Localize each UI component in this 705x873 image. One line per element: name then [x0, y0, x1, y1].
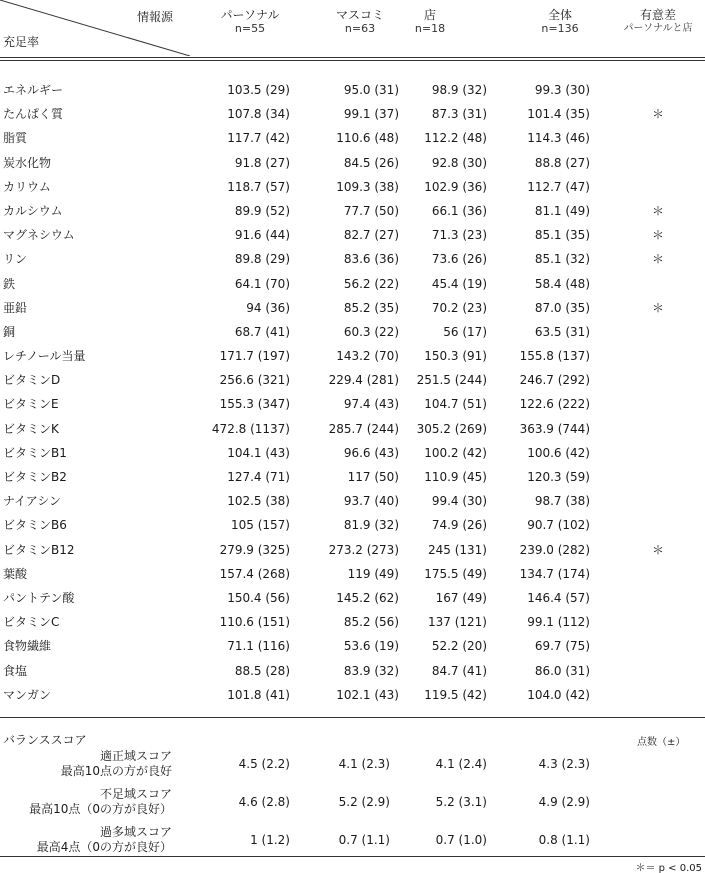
balance-value-personal: 1 (1.2) — [250, 833, 290, 847]
balance-value-total: 0.8 (1.1) — [538, 833, 590, 847]
value-total: 85.1 (35) — [534, 228, 590, 243]
value-total: 88.8 (27) — [534, 155, 590, 170]
value-total: 246.7 (292) — [519, 373, 590, 388]
nutrient-name: たんぱく質 — [3, 107, 64, 122]
value-store: 70.2 (23) — [431, 300, 487, 315]
table-row — [0, 199, 705, 223]
nutrient-name: 食物繊維 — [3, 639, 52, 654]
value-masscomm: 117 (50) — [347, 470, 399, 484]
value-personal: 157.4 (268) — [219, 566, 290, 581]
balance-value-masscomm: 4.1 (2.3) — [338, 757, 390, 771]
value-store: 167 (49) — [435, 590, 487, 605]
section-separator — [0, 717, 705, 718]
significance-mark: ＊ — [652, 228, 665, 243]
nutrient-name: ビタミンD — [3, 373, 61, 388]
value-masscomm: 96.6 (43) — [343, 445, 399, 460]
balance-value-store: 5.2 (3.1) — [435, 795, 487, 809]
value-masscomm: 95.0 (31) — [343, 83, 399, 97]
table-row — [0, 320, 705, 344]
value-masscomm: 285.7 (244) — [328, 421, 399, 436]
value-store: 175.5 (49) — [424, 566, 487, 581]
balance-value-personal: 4.5 (2.2) — [238, 757, 290, 771]
value-personal: 89.9 (52) — [234, 203, 290, 218]
value-total: 69.7 (75) — [534, 639, 590, 654]
balance-score-title: バランススコア — [3, 733, 87, 747]
value-store: 71.3 (23) — [431, 228, 487, 243]
table-row — [0, 441, 705, 465]
value-masscomm: 85.2 (35) — [343, 300, 399, 315]
value-personal: 104.1 (43) — [227, 445, 290, 460]
table-row — [0, 247, 705, 271]
value-total: 81.1 (49) — [534, 203, 590, 218]
significance-mark: ＊ — [652, 252, 665, 267]
source-label: 情報源 — [137, 10, 174, 24]
nutrient-name: 食塩 — [3, 663, 28, 678]
value-personal: 117.7 (42) — [227, 131, 290, 146]
value-total: 100.6 (42) — [527, 445, 590, 460]
value-store: 73.6 (26) — [431, 252, 487, 267]
header-rule-bottom — [0, 60, 705, 61]
table-row — [0, 683, 705, 707]
value-store: 137 (121) — [428, 615, 487, 630]
value-store: 52.2 (20) — [431, 639, 487, 654]
header-rule-top — [0, 57, 705, 58]
value-personal: 102.5 (38) — [227, 494, 290, 509]
table-row — [0, 344, 705, 368]
value-personal: 91.8 (27) — [234, 155, 290, 170]
nutrient-name: 炭水化物 — [3, 155, 52, 170]
value-total: 86.0 (31) — [534, 663, 590, 678]
table-row — [0, 538, 705, 562]
significance-footnote: ＊＝ p < 0.05 — [635, 863, 702, 873]
value-store: 251.5 (244) — [416, 373, 487, 388]
balance-value-total: 4.3 (2.3) — [538, 757, 590, 771]
balance-row-deficient — [0, 787, 705, 823]
table-row — [0, 175, 705, 199]
nutrient-name: マンガン — [3, 687, 52, 702]
balance-value-personal: 4.6 (2.8) — [238, 795, 290, 809]
table-row — [0, 513, 705, 537]
table-row — [0, 151, 705, 175]
table-row — [0, 586, 705, 610]
rate-label: 充足率 — [3, 35, 40, 49]
value-total: 85.1 (32) — [534, 252, 590, 267]
value-total: 63.5 (31) — [534, 324, 590, 339]
nutrient-name: 脂質 — [3, 131, 28, 146]
value-masscomm: 109.3 (38) — [336, 179, 399, 194]
value-store: 56 (17) — [443, 324, 487, 339]
balance-row-adequate — [0, 749, 705, 785]
table-row — [0, 417, 705, 441]
value-masscomm: 53.6 (19) — [343, 639, 399, 654]
value-masscomm: 119 (49) — [347, 566, 399, 581]
value-total: 90.7 (102) — [527, 518, 590, 533]
value-masscomm: 81.9 (32) — [343, 518, 399, 533]
nutrient-name: カリウム — [3, 179, 51, 194]
value-personal: 171.7 (197) — [219, 349, 290, 364]
table-row — [0, 465, 705, 489]
value-store: 119.5 (42) — [424, 687, 487, 702]
value-total: 99.1 (112) — [527, 615, 590, 630]
table-row — [0, 272, 705, 296]
nutrient-name: 葉酸 — [3, 566, 28, 581]
value-masscomm: 229.4 (281) — [328, 373, 399, 388]
value-masscomm: 84.5 (26) — [343, 155, 399, 170]
value-total: 122.6 (222) — [519, 397, 590, 412]
value-store: 92.8 (30) — [431, 155, 487, 170]
value-personal: 150.4 (56) — [227, 590, 290, 605]
value-total: 98.7 (38) — [534, 494, 590, 509]
value-store: 102.9 (36) — [424, 179, 487, 194]
value-total: 155.8 (137) — [519, 349, 590, 364]
value-total: 87.0 (35) — [534, 300, 590, 315]
value-personal: 279.9 (325) — [219, 542, 290, 557]
nutrient-name: ビタミンK — [3, 421, 59, 436]
value-personal: 89.8 (29) — [234, 252, 290, 267]
value-store: 99.4 (30) — [431, 494, 487, 509]
column-header-store: 店 n=18 — [414, 8, 446, 35]
value-personal: 107.8 (34) — [227, 107, 290, 122]
balance-row-label: 適正域スコア 最高10点の方が良好 — [60, 749, 172, 778]
value-store: 245 (131) — [428, 542, 487, 557]
value-masscomm: 56.2 (22) — [343, 276, 399, 291]
value-store: 87.3 (31) — [431, 107, 487, 122]
value-personal: 256.6 (321) — [219, 373, 290, 388]
value-total: 101.4 (35) — [527, 107, 590, 122]
balance-value-masscomm: 5.2 (2.9) — [338, 795, 390, 809]
significance-mark: ＊ — [652, 542, 665, 557]
value-store: 110.9 (45) — [424, 470, 487, 484]
table-row — [0, 368, 705, 392]
value-masscomm: 82.7 (27) — [343, 228, 399, 243]
value-total: 120.3 (59) — [527, 470, 590, 484]
nutrient-name: ビタミンB12 — [3, 542, 75, 557]
nutrient-name: リン — [3, 252, 28, 267]
table-row — [0, 634, 705, 658]
nutrient-name: カルシウム — [3, 203, 63, 218]
value-total: 104.0 (42) — [527, 687, 590, 702]
value-personal: 155.3 (347) — [219, 397, 290, 412]
table-row — [0, 610, 705, 634]
nutrient-name: ビタミンE — [3, 397, 59, 412]
nutrient-name: エネルギー — [3, 83, 64, 97]
nutrient-name: パントテン酸 — [3, 590, 75, 605]
value-personal: 71.1 (116) — [227, 639, 290, 654]
balance-value-masscomm: 0.7 (1.1) — [338, 833, 390, 847]
value-masscomm: 143.2 (70) — [336, 349, 399, 364]
nutrient-rows — [0, 78, 705, 707]
value-store: 104.7 (51) — [424, 397, 487, 412]
value-personal: 127.4 (71) — [227, 470, 290, 484]
value-masscomm: 145.2 (62) — [336, 590, 399, 605]
value-personal: 110.6 (151) — [219, 615, 290, 630]
value-store: 74.9 (26) — [431, 518, 487, 533]
value-masscomm: 110.6 (48) — [336, 131, 399, 146]
table-row — [0, 223, 705, 247]
column-header-personal: パーソナル n=55 — [220, 8, 280, 35]
value-personal: 103.5 (29) — [227, 83, 290, 97]
value-personal: 105 (157) — [231, 518, 290, 533]
balance-row-label: 過多域スコア 最高4点（0の方が良好） — [36, 825, 172, 854]
balance-score-unit: 点数（±） — [637, 737, 686, 748]
balance-row-label: 不足域スコア 最高10点（0の方が良好） — [29, 787, 172, 816]
value-masscomm: 77.7 (50) — [343, 203, 399, 218]
column-header-significance: 有意差 パーソナルと店 — [623, 8, 693, 34]
table-row — [0, 78, 705, 102]
column-header-masscomm: マスコミ n=63 — [335, 8, 384, 35]
value-store: 305.2 (269) — [416, 421, 487, 436]
nutrient-name: ナイアシン — [3, 494, 62, 509]
value-total: 363.9 (744) — [519, 421, 590, 436]
value-personal: 472.8 (1137) — [211, 421, 290, 436]
table-row — [0, 126, 705, 150]
value-total: 239.0 (282) — [519, 542, 590, 557]
value-store: 112.2 (48) — [424, 131, 487, 146]
column-header-total: 全体 n=136 — [541, 8, 579, 35]
table-row — [0, 296, 705, 320]
nutrient-name: ビタミンB1 — [3, 445, 67, 460]
value-masscomm: 273.2 (273) — [328, 542, 399, 557]
nutrient-name: 鉄 — [3, 276, 16, 291]
nutrient-name: 銅 — [3, 324, 16, 339]
nutrient-name: ビタミンB2 — [3, 470, 67, 484]
value-store: 150.3 (91) — [424, 349, 487, 364]
value-personal: 88.5 (28) — [234, 663, 290, 678]
significance-mark: ＊ — [652, 203, 665, 218]
value-total: 146.4 (57) — [527, 590, 590, 605]
value-personal: 118.7 (57) — [227, 179, 290, 194]
value-total: 114.3 (46) — [527, 131, 590, 146]
value-store: 66.1 (36) — [431, 203, 487, 218]
value-masscomm: 99.1 (37) — [343, 107, 399, 122]
value-personal: 91.6 (44) — [234, 228, 290, 243]
nutrient-name: 亜鉛 — [3, 300, 28, 315]
table-row — [0, 392, 705, 416]
value-total: 112.7 (47) — [527, 179, 590, 194]
value-masscomm: 60.3 (22) — [343, 324, 399, 339]
table-row — [0, 489, 705, 513]
value-masscomm: 97.4 (43) — [343, 397, 399, 412]
value-total: 99.3 (30) — [534, 83, 590, 97]
value-masscomm: 85.2 (56) — [343, 615, 399, 630]
nutrient-name: ビタミンB6 — [3, 518, 67, 533]
table-row — [0, 659, 705, 683]
value-store: 45.4 (19) — [431, 276, 487, 291]
value-total: 58.4 (48) — [534, 276, 590, 291]
value-personal: 68.7 (41) — [234, 324, 290, 339]
table-row — [0, 102, 705, 126]
value-store: 100.2 (42) — [424, 445, 487, 460]
nutrient-name: マグネシウム — [3, 228, 75, 243]
nutrient-name: ビタミンC — [3, 615, 60, 630]
balance-value-store: 4.1 (2.4) — [435, 757, 487, 771]
value-masscomm: 83.9 (32) — [343, 663, 399, 678]
value-personal: 64.1 (70) — [234, 276, 290, 291]
value-personal: 94 (36) — [246, 300, 290, 315]
balance-value-store: 0.7 (1.0) — [435, 833, 487, 847]
value-masscomm: 83.6 (36) — [343, 252, 399, 267]
table-bottom-rule — [0, 856, 705, 857]
significance-mark: ＊ — [652, 300, 665, 315]
table-row — [0, 562, 705, 586]
significance-mark: ＊ — [652, 107, 665, 122]
value-store: 98.9 (32) — [431, 83, 487, 97]
nutrient-name: レチノール当量 — [3, 349, 86, 364]
balance-value-total: 4.9 (2.9) — [538, 795, 590, 809]
value-store: 84.7 (41) — [431, 663, 487, 678]
value-masscomm: 93.7 (40) — [343, 494, 399, 509]
value-personal: 101.8 (41) — [227, 687, 290, 702]
value-masscomm: 102.1 (43) — [336, 687, 399, 702]
value-total: 134.7 (174) — [519, 566, 590, 581]
